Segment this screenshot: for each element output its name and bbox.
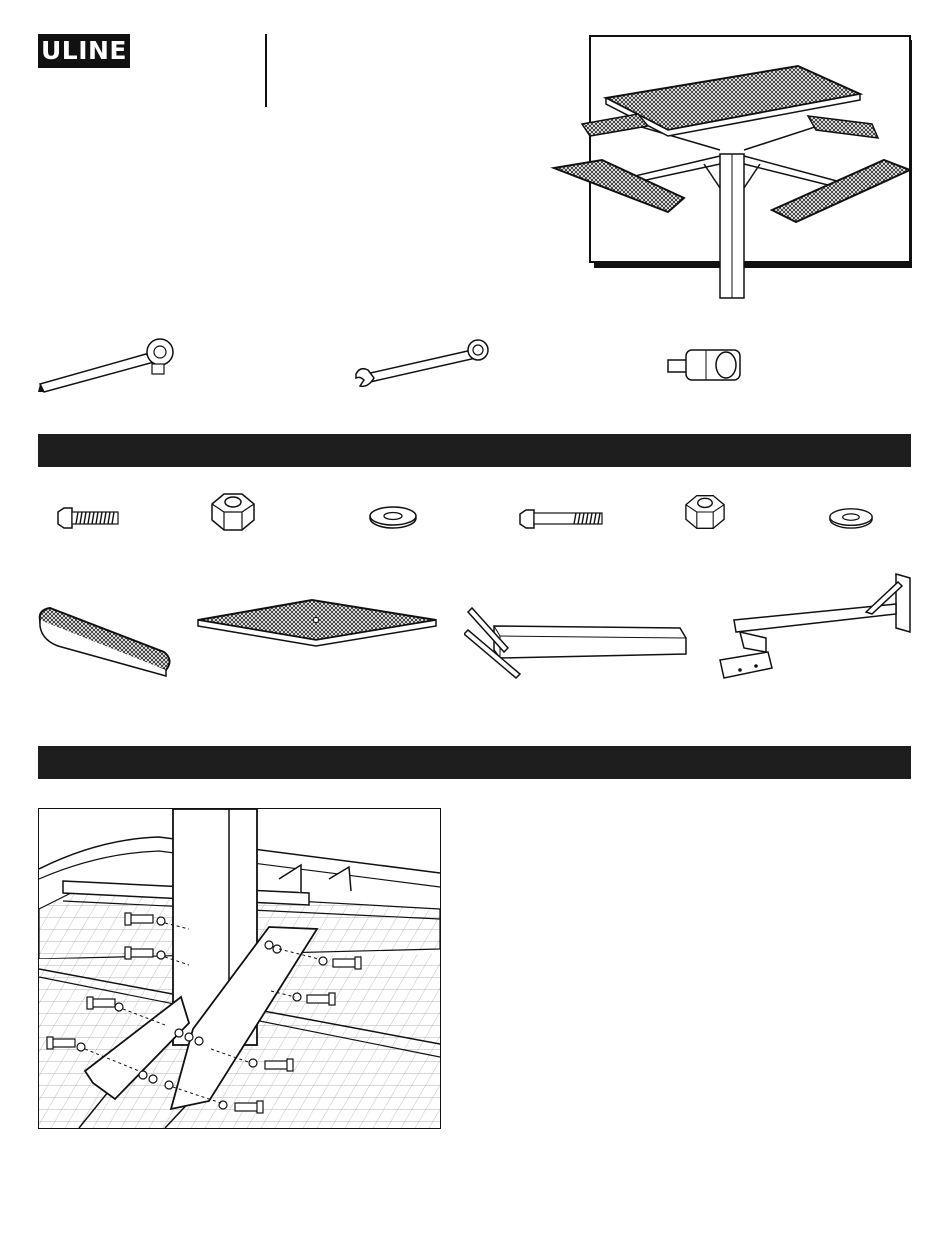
socket-adapter-icon — [666, 346, 750, 384]
assembly-step-diagram — [38, 808, 441, 1129]
picnic-table-icon — [548, 60, 918, 302]
flat-washer-icon — [828, 506, 874, 530]
combination-wrench-icon — [354, 338, 494, 394]
ratchet-wrench-icon — [36, 336, 186, 396]
section-header-band — [38, 434, 911, 467]
bench-seat-icon — [36, 604, 176, 678]
hex-nut-icon — [684, 492, 726, 532]
hex-nut-icon — [210, 490, 256, 534]
pedestal-frame-icon — [716, 568, 916, 684]
support-arm-icon — [464, 600, 694, 680]
section-header-band — [38, 746, 911, 779]
bench-bolting-diagram-icon — [39, 809, 440, 1128]
flat-washer-icon — [368, 504, 418, 530]
table-top-icon — [192, 596, 440, 648]
uline-logo: ULINE — [38, 34, 130, 68]
long-hex-bolt-icon — [518, 508, 606, 530]
hex-bolt-icon — [56, 506, 122, 530]
header-divider — [265, 34, 267, 107]
